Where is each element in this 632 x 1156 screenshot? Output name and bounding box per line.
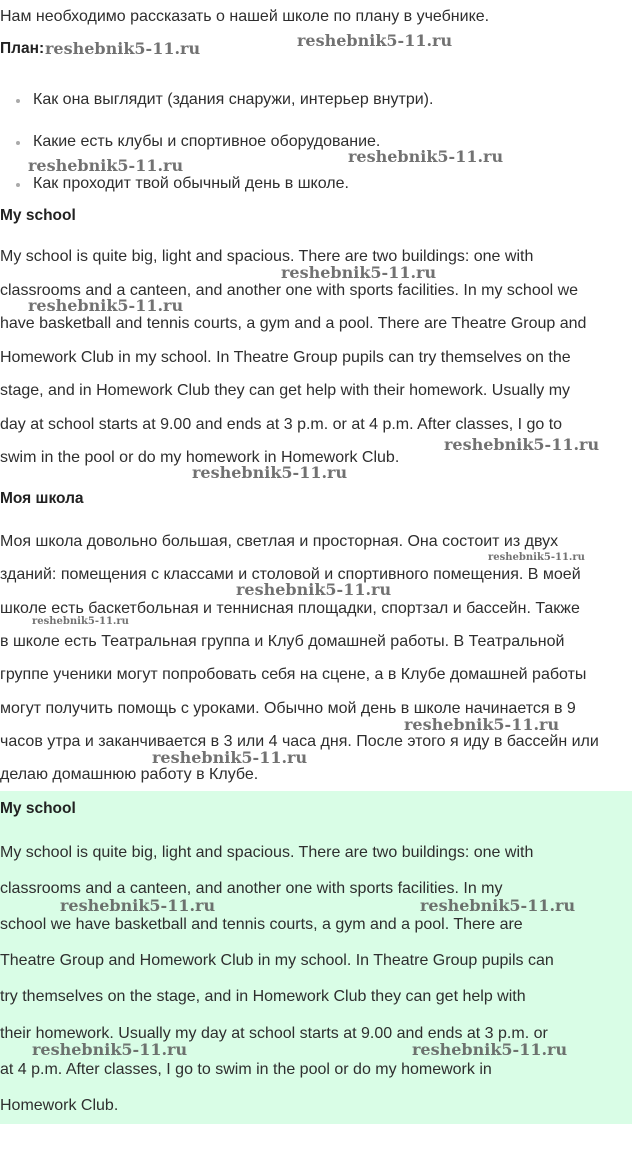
paragraph-line: their homework. Usually my day at school starts at 9.00 and ends at 3 p.m. or: [0, 1024, 548, 1042]
paragraph-line: try themselves on the stage, and in Homework Club they can get help with: [0, 988, 526, 1006]
watermark: reshebnik5-11.ru: [348, 147, 504, 166]
section-title-russian: Моя школа: [0, 490, 84, 507]
paragraph-line: school we have basketball and tennis courts, a gym and a pool. There are: [0, 916, 523, 934]
watermark: reshebnik5-11.ru: [236, 580, 392, 599]
plan-label: План:: [0, 40, 45, 57]
paragraph-line: Моя школа довольно большая, светлая и просторная. Она состоит из двух: [0, 533, 559, 550]
bullet-icon: [16, 141, 20, 145]
watermark: reshebnik5-11.ru: [45, 39, 201, 58]
paragraph-line: at 4 p.m. After classes, I go to swim in the pool or do my homework in: [0, 1060, 492, 1078]
list-item: Какие есть клубы и спортивное оборудование.: [33, 133, 381, 150]
watermark: reshebnik5-11.ru: [32, 616, 129, 627]
paragraph-line: школе есть баскетбольная и теннисная площадки, спортзал и бассейн. Также: [0, 599, 580, 617]
paragraph-line: Homework Club.: [0, 1096, 119, 1114]
watermark: reshebnik5-11.ru: [28, 156, 184, 175]
paragraph-line: часов утра и заканчивается в 3 или 4 часа дня. После этого я иду в бассейн или: [0, 732, 599, 750]
paragraph-line: My school is quite big, light and spacious. There are two buildings: one with: [0, 248, 534, 265]
watermark: reshebnik5-11.ru: [28, 296, 184, 315]
paragraph-line: classrooms and a canteen, and another one with sports facilities. In my: [0, 880, 503, 898]
paragraph-line: My school is quite big, light and spacious. There are two buildings: one with: [0, 844, 534, 861]
watermark: reshebnik5-11.ru: [420, 896, 576, 915]
watermark: reshebnik5-11.ru: [412, 1040, 568, 1059]
list-item: Как она выглядит (здания снаружи, интерьер внутри).: [33, 91, 434, 108]
paragraph-line: stage, and in Homework Club they can get help with their homework. Usually my: [0, 382, 571, 399]
paragraph-line: зданий: помещения с классами и столовой и спортивного помещения. В моей: [0, 566, 581, 584]
paragraph-line: Homework Club in my school. In Theatre Group pupils can try themselves on the: [0, 348, 571, 366]
paragraph-line: have basketball and tennis courts, a gym and a pool. There are Theatre Group and: [0, 315, 587, 332]
watermark: reshebnik5-11.ru: [404, 715, 560, 734]
bullet-icon: [16, 99, 20, 103]
paragraph-line: в школе есть Театральная группа и Клуб домашней работы. В Театральной: [0, 632, 565, 650]
bullet-icon: [16, 183, 20, 187]
watermark: reshebnik5-11.ru: [32, 1040, 188, 1059]
paragraph-line: day at school starts at 9.00 and ends at 3 p.m. or at 4 p.m. After classes, I go to: [0, 415, 563, 433]
watermark: reshebnik5-11.ru: [192, 463, 348, 482]
intro-text: Нам необходимо рассказать о нашей школе по плану в учебнике.: [0, 8, 490, 25]
paragraph-line: группе ученики могут попробовать себя на сцене, а в Клубе домашней работы: [0, 666, 587, 684]
watermark: reshebnik5-11.ru: [152, 748, 308, 767]
watermark: reshebnik5-11.ru: [281, 263, 437, 282]
paragraph-line: classrooms and a canteen, and another one with sports facilities. In my school we: [0, 281, 579, 299]
answer-title: My school: [0, 800, 76, 817]
watermark: reshebnik5-11.ru: [60, 896, 216, 915]
paragraph-line: делаю домашнюю работу в Клубе.: [0, 766, 259, 784]
watermark: reshebnik5-11.ru: [297, 31, 453, 50]
watermark: reshebnik5-11.ru: [444, 435, 600, 454]
section-title-english: My school: [0, 207, 76, 224]
paragraph-line: могут получить помощь с уроками. Обычно мой день в школе начинается в 9: [0, 699, 576, 717]
paragraph-line: Theatre Group and Homework Club in my school. In Theatre Group pupils can: [0, 952, 554, 970]
watermark: reshebnik5-11.ru: [488, 552, 585, 563]
paragraph-line: swim in the pool or do my homework in Homework Club.: [0, 449, 400, 466]
list-item: Как проходит твой обычный день в школе.: [33, 175, 349, 192]
